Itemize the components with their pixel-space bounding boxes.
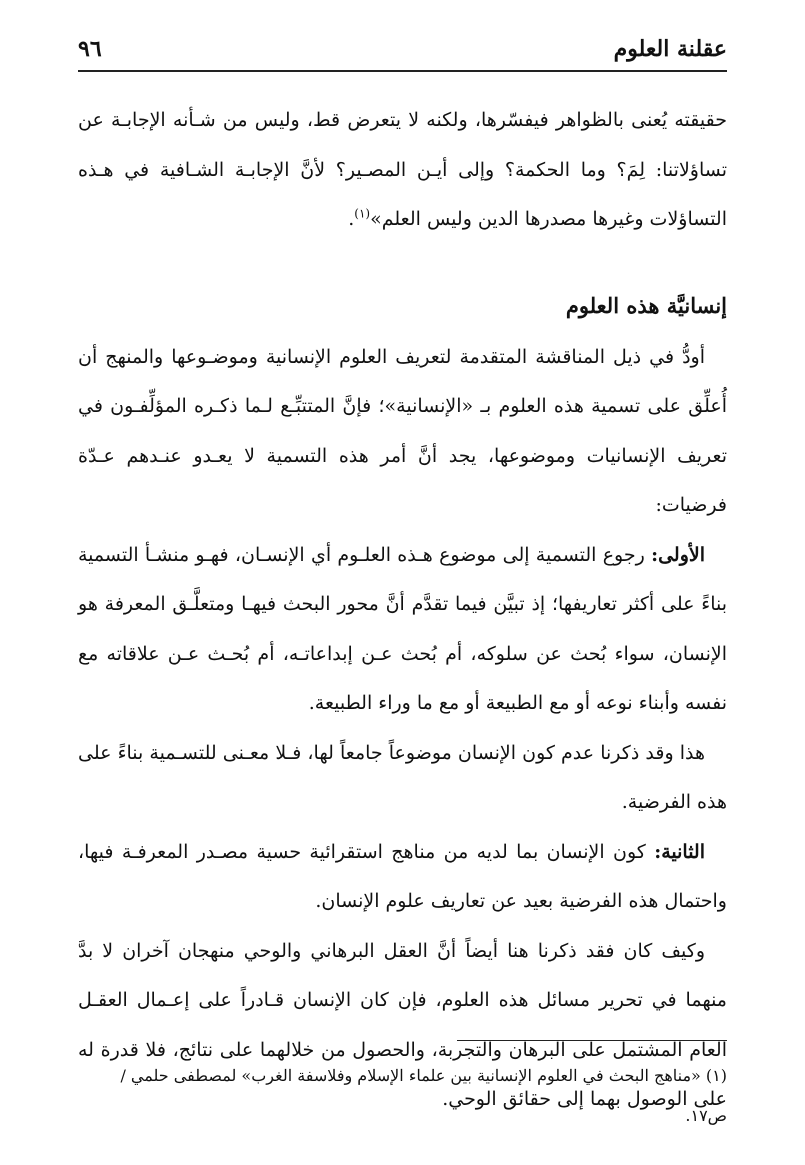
intro-paragraph xyxy=(78,96,727,245)
paragraph-3: هذا وقد ذكرنا عدم كون الإنسان موضوعاً جامعاً لها، فـلا معـنى للتسـمية بناءً على هذه الفرضية. xyxy=(78,741,727,813)
page-number: ٩٦ xyxy=(78,36,102,62)
body-text xyxy=(78,96,727,1125)
intro-text: حقيقته يُعنى بالظواهر فيفسّرها، ولكنه لا يتعرض قط، وليس من شـأنه الإجابـة عن تساؤلاتنا: لِمَ؟ وما الحكمة؟ وإلى أيـن المصـير؟ لأنَّ الإجابـة الشـافية في هـذه التساؤلات وغيرها مصدرها الدين وليس العلم» xyxy=(78,109,727,230)
footnote-area xyxy=(78,1056,727,1136)
running-header xyxy=(78,28,727,72)
paragraph-5: وكيف كان فقد ذكرنا هنا أيضاً أنَّ العقل البرهاني والوحي منهجان آخران لا بدَّ منهما في تحرير مسائل هذه العلوم، فإن كان الإنسان قـادراً على إعـمال العقـل العام المشتمل على البرهان والتجربة، والحصول من خلالهما على نتائج، فلا قدرة له على الوصول بهما إلى حقائق الوحي. xyxy=(78,939,727,1110)
paragraph-4 xyxy=(78,828,727,927)
section-heading: إنسانيَّة هذه العلوم xyxy=(565,292,727,318)
hypothesis-1-text: رجوع التسمية إلى موضوع هـذه العلـوم أي الإنسـان، فهـو منشـأ التسمية بناءً على أكثر تعاريفها؛ إذ تبيَّن فيما تقدَّم أنَّ محور البحث فيهـا ومتعلَّـق المعرفة هو الإنسان، سواء بُحث عن سلوكه، أم بُحث عـن إبداعاتـه، أم بُحـث عـن علاقاته مع نفسه وأبناء نوعه أو مع الطبيعة أو مع ما وراء الطبيعة. xyxy=(78,543,727,714)
paragraph-2 xyxy=(78,531,727,729)
intro-end: . xyxy=(348,208,355,230)
footnote-text: (١) «مناهج البحث في العلوم الإنسانية بين علماء الإسلام وفلاسفة الغرب» لمصطفى حلمي / ص١٧. xyxy=(120,1066,727,1125)
footnote-divider xyxy=(457,1040,727,1041)
hypothesis-2-label: الثانية: xyxy=(654,840,705,863)
footnote-reference[interactable]: (١) xyxy=(354,206,371,221)
paragraph-1: أودُّ في ذيل المناقشة المتقدمة لتعريف العلوم الإنسانية وموضـوعها والمنهج أن أُعلِّق على تسمية هذه العلوم بـ «الإنسانية»؛ فإنَّ المتتبِّـع لـما ذكـره المؤلِّفـون في تعريف الإنسانيات وموضوعها، يجد أنَّ أمر هذه التسمية لا يعـدو عنـدهم عـدّة فرضيات: xyxy=(78,345,727,516)
book-title: عقلنة العلوم xyxy=(613,36,727,62)
hypothesis-2-text: كون الإنسان بما لديه من مناهج استقرائية حسية مصـدر المعرفـة فيها، واحتمال هذه الفرضية بعيد عن تعاريف علوم الإنسان. xyxy=(78,840,727,912)
hypothesis-1-label: الأولى: xyxy=(651,543,705,566)
